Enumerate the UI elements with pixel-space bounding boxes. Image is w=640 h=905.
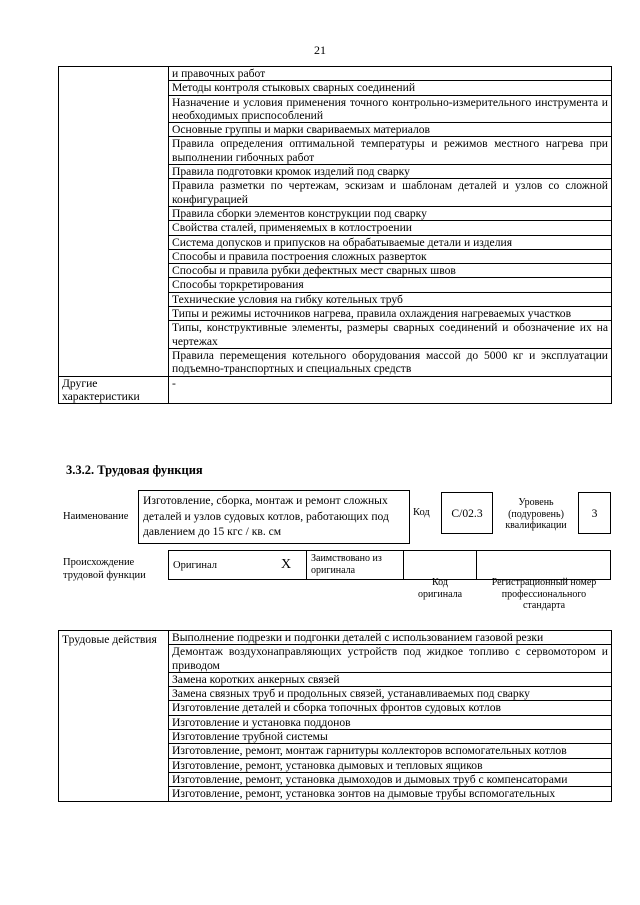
labor-action-item: Изготовление деталей и сборка топочных фронтов судовых котлов <box>169 701 612 715</box>
borrowed-label: Заимствовано из оригинала <box>311 553 382 576</box>
row-label-empty <box>59 67 169 377</box>
page-number: 21 <box>314 43 326 57</box>
labor-action-item: Изготовление трубной системы <box>169 730 612 744</box>
code-value: С/02.3 <box>451 507 483 520</box>
knowledge-table <box>58 66 612 404</box>
knowledge-item: Назначение и условия применения точного контрольно-измерительного инструмента и необходимых приспособлений <box>169 95 612 123</box>
level-box <box>578 492 611 534</box>
code-label: Код <box>413 507 430 518</box>
original-mark: X <box>281 557 292 572</box>
knowledge-item: Свойства сталей, применяемых в котлостроении <box>169 221 612 235</box>
function-name-box <box>138 490 410 544</box>
knowledge-item: Способы торкретирования <box>169 278 612 292</box>
knowledge-item: Система допусков и припусков на обрабатываемые детали и изделия <box>169 235 612 249</box>
knowledge-item: Правила перемещения котельного оборудования массой до 5000 кг и эксплуатации подъемно-транспортных и специальных средств <box>169 348 612 376</box>
knowledge-item: Основные группы и марки свариваемых материалов <box>169 123 612 137</box>
labor-action-item: Изготовление, ремонт, установка зонтов на дымовые трубы вспомогательных <box>169 787 612 801</box>
labor-action-item: Замена связных труб и продольных связей, устанавливаемых под сварку <box>169 687 612 701</box>
reg-number-cell <box>476 550 611 580</box>
labor-action-item: Изготовление и установка поддонов <box>169 715 612 729</box>
code-box <box>441 492 493 534</box>
other-characteristics-value: - <box>169 376 612 404</box>
labor-actions-label: Трудовые действия <box>59 631 169 802</box>
borrowed-cell <box>306 550 404 580</box>
code-original-cell <box>403 550 477 580</box>
table-row <box>59 67 612 81</box>
function-name: Изготовление, сборка, монтаж и ремонт сложных деталей и узлов судовых котлов, работающих под давлением до 15 кгс / кв. см <box>143 494 389 538</box>
section-title: 3.3.2. Трудовая функция <box>66 463 203 477</box>
knowledge-item: Правила разметки по чертежам, эскизам и шаблонам деталей и узлов со сложной конфигурацией <box>169 179 612 207</box>
level-label: Уровень (подуровень) квалификации <box>505 497 567 531</box>
other-characteristics-label: Другие характеристики <box>59 376 169 404</box>
knowledge-item: Типы, конструктивные элементы, размеры сварных соединений и обозначение их на чертежах <box>169 321 612 349</box>
labor-actions-table <box>58 630 612 802</box>
original-cell <box>168 550 307 580</box>
knowledge-item: Правила определения оптимальной температуры и режимов местного нагрева при выполнении гибочных работ <box>169 137 612 165</box>
table-row <box>59 631 612 645</box>
knowledge-item: Способы и правила построения сложных разверток <box>169 249 612 263</box>
reg-number-caption: Регистрационный номер профессионального стандарта <box>491 577 597 611</box>
knowledge-item: Типы и режимы источников нагрева, правила охлаждения нагреваемых участков <box>169 307 612 321</box>
code-original-caption: Код оригинала <box>417 577 463 600</box>
knowledge-item: и правочных работ <box>169 67 612 81</box>
level-value: 3 <box>591 507 598 520</box>
original-label: Оригинал <box>173 560 217 571</box>
labor-action-item: Замена коротких анкерных связей <box>169 672 612 686</box>
labor-action-item: Изготовление, ремонт, монтаж гарнитуры коллекторов вспомогательных котлов <box>169 744 612 758</box>
origin-label: Происхождение трудовой функции <box>63 557 146 581</box>
knowledge-item: Правила подготовки кромок изделий под сварку <box>169 165 612 179</box>
knowledge-item: Способы и правила рубки дефектных мест сварных швов <box>169 264 612 278</box>
labor-action-item: Изготовление, ремонт, установка дымоходов и дымовых труб с компенсаторами <box>169 772 612 786</box>
knowledge-item: Методы контроля стыковых сварных соединений <box>169 81 612 95</box>
name-label: Наименование <box>63 511 129 522</box>
knowledge-item: Правила сборки элементов конструкции под сварку <box>169 206 612 220</box>
labor-action-item: Изготовление, ремонт, установка дымовых и тепловых ящиков <box>169 758 612 772</box>
table-row <box>59 376 612 404</box>
knowledge-item: Технические условия на гибку котельных труб <box>169 292 612 306</box>
labor-action-item: Выполнение подрезки и подгонки деталей с использованием газовой резки <box>169 631 612 645</box>
labor-action-item: Демонтаж воздухонаправляющих устройств под жидкое топливо с сервомотором и приводом <box>169 645 612 673</box>
